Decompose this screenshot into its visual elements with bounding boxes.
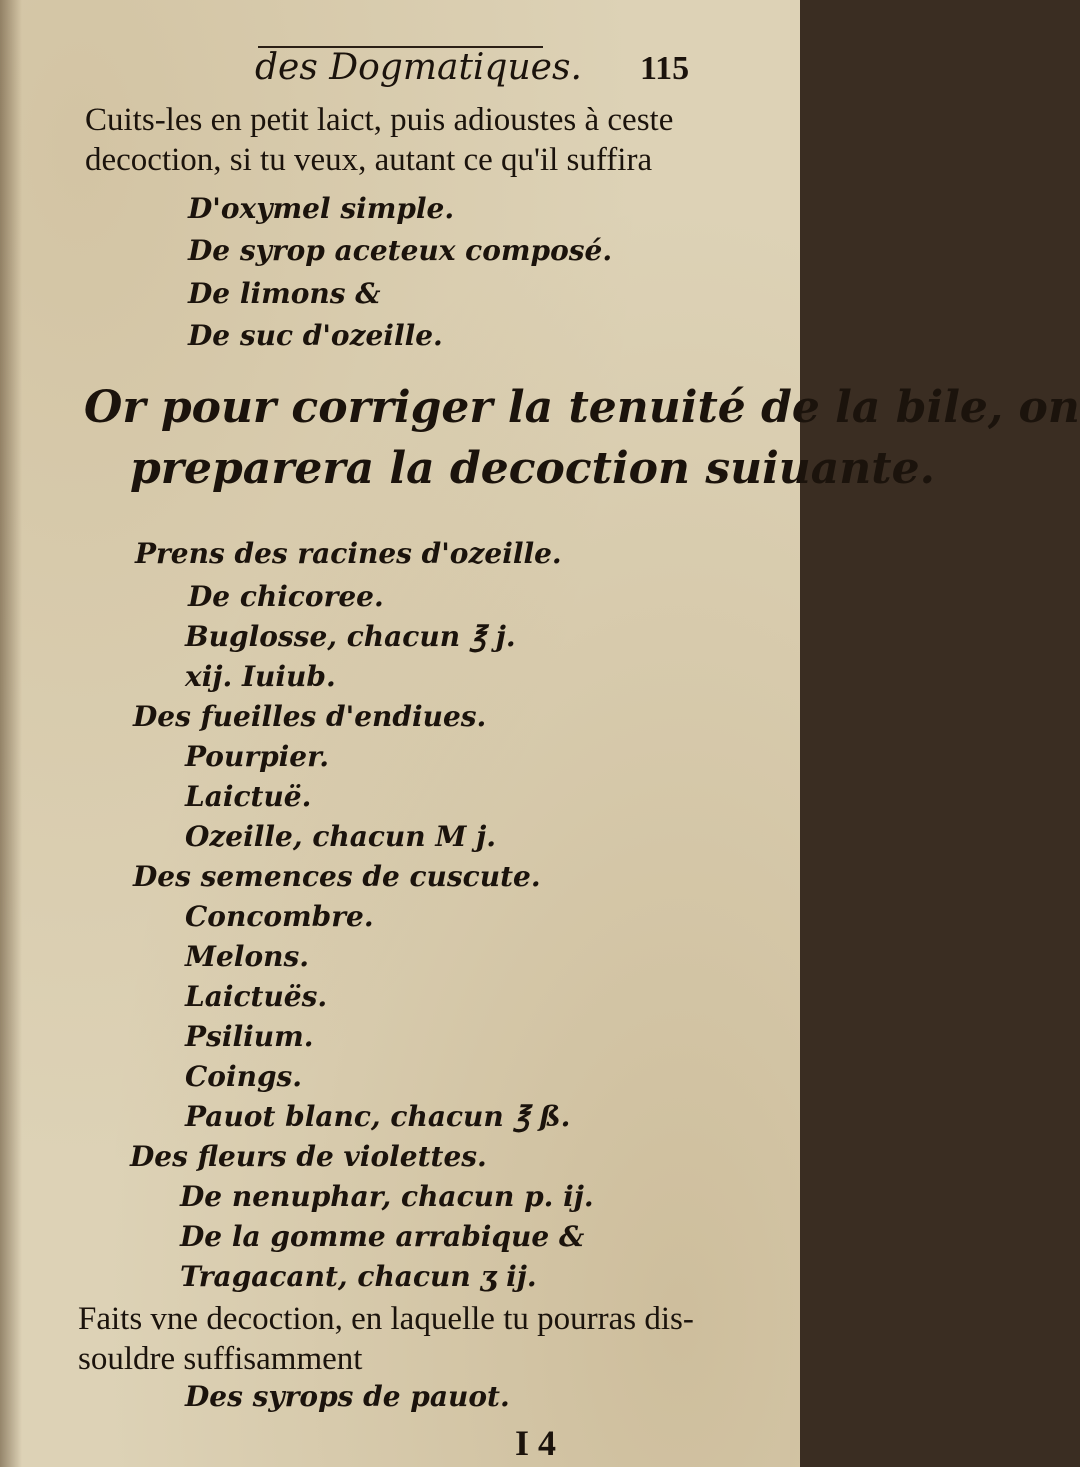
- recipe-line: Pourpier.: [185, 740, 330, 773]
- paragraph-line: souldre suffisamment: [78, 1341, 363, 1377]
- recipe-line: Psilium.: [185, 1020, 314, 1053]
- section-heading-line: preparera la decoction suiuante.: [130, 443, 935, 494]
- recipe-line: Tragacant, chacun ʒ ij.: [180, 1260, 537, 1293]
- running-title: des Dogmatiques.: [255, 47, 582, 88]
- list-item: De syrop aceteux composé.: [188, 234, 613, 267]
- recipe-line: Laictuës.: [185, 980, 328, 1013]
- recipe-line: Buglosse, chacun ℥ j.: [185, 620, 516, 653]
- recipe-line: Concombre.: [185, 900, 374, 933]
- recipe-line: Pauot blanc, chacun ℥ ß.: [185, 1100, 571, 1133]
- recipe-line: De nenuphar, chacun p. ij.: [180, 1180, 594, 1213]
- paragraph-line: Faits vne decoction, en laquelle tu pourras dis-: [78, 1301, 694, 1337]
- recipe-line: Ozeille, chacun M j.: [185, 820, 497, 853]
- signature-mark: I 4: [515, 1423, 557, 1463]
- section-heading-line: Or pour corriger la tenuité de la bile, on: [84, 382, 1080, 433]
- recipe-line: De la gomme arrabique &: [180, 1220, 585, 1253]
- paragraph-line: decoction, si tu veux, autant ce qu'il suffira: [85, 142, 653, 178]
- recipe-line: De chicoree.: [188, 580, 384, 613]
- recipe-line: Coings.: [185, 1060, 303, 1093]
- recipe-line: xij. Iuiub.: [185, 660, 336, 693]
- recipe-line: Des semences de cuscute.: [133, 860, 541, 893]
- recipe-line: Des fueilles d'endiues.: [133, 700, 487, 733]
- spine-shadow: [0, 0, 22, 1467]
- page-number: 115: [640, 50, 690, 87]
- paragraph-line: Des syrops de pauot.: [185, 1380, 510, 1413]
- list-item: De suc d'ozeille.: [188, 319, 443, 352]
- recipe-line: Prens des racines d'ozeille.: [135, 537, 562, 570]
- list-item: De limons &: [188, 277, 381, 310]
- recipe-line: Laictuë.: [185, 780, 312, 813]
- paragraph-line: Cuits-les en petit laict, puis adioustes à ceste: [85, 102, 674, 138]
- recipe-line: Melons.: [185, 940, 309, 973]
- recipe-line: Des fleurs de violettes.: [130, 1140, 487, 1173]
- list-item: D'oxymel simple.: [188, 192, 455, 225]
